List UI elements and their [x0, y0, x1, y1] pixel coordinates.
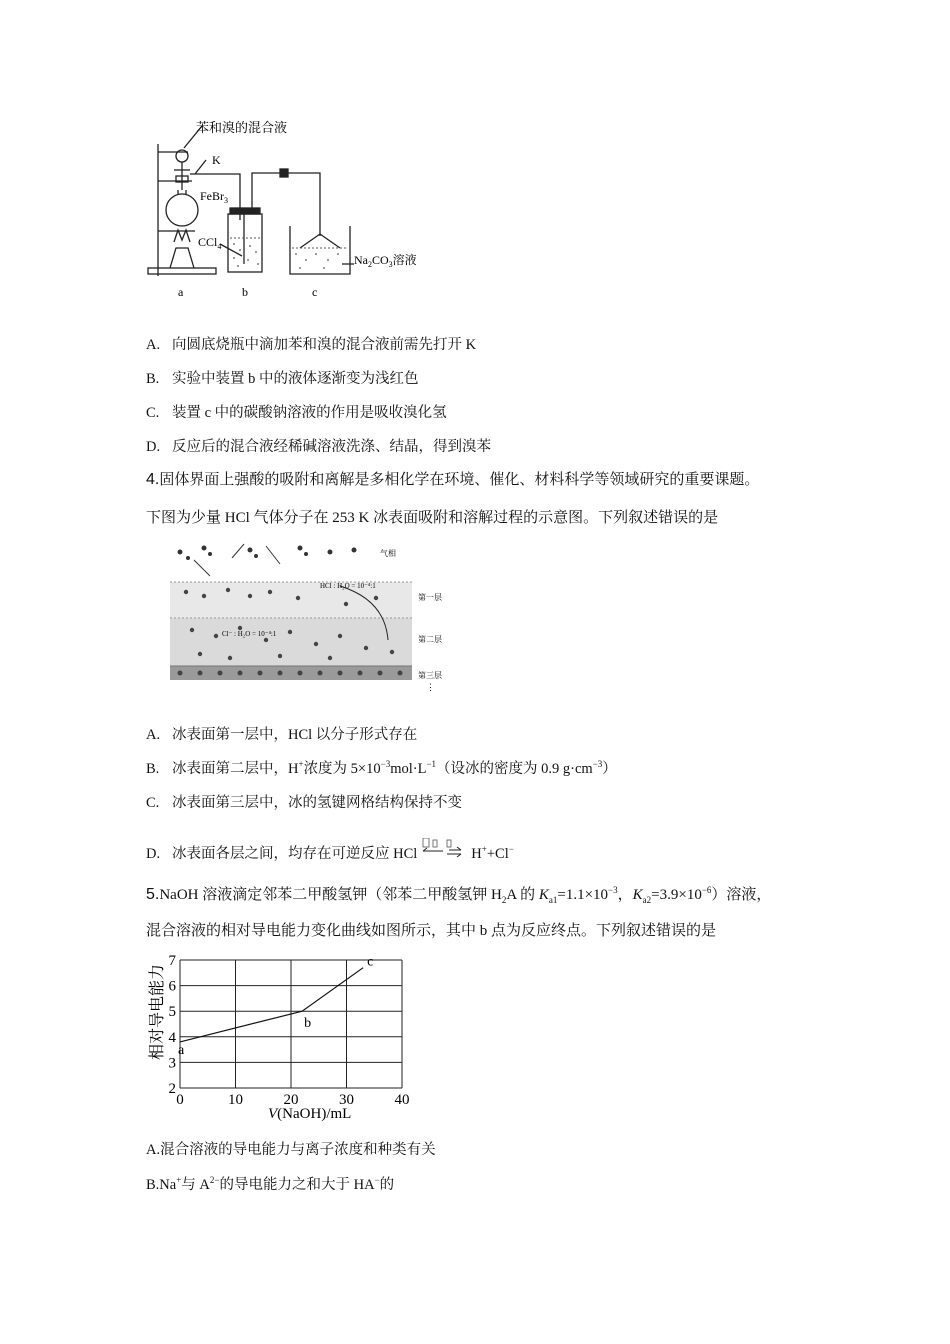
ratio-hcl-h2o: HCl : H₂O = 10⁻⁴:1 [320, 582, 376, 590]
label-na2co3: $Na_2CO_3$溶液 [354, 253, 417, 269]
y-axis-label: 相对导电能力 [149, 963, 166, 1061]
y-tick-label: 2 [168, 1081, 176, 1097]
point-label-c: c [367, 954, 374, 970]
q4-stem-line2: 下图为少量 HCl 气体分子在 253 K 冰表面吸附和溶解过程的示意图。下列叙述错误的是 [146, 510, 719, 526]
x-tick-label: 30 [339, 1092, 354, 1108]
point-label-b: b [304, 1016, 312, 1032]
x-axis-label: V(NaOH)/mL [268, 1106, 352, 1122]
ratio-cl-h2o: Cl⁻ : H₂O = 10⁻⁴:1 [222, 630, 277, 638]
conductivity-chart [140, 950, 430, 1125]
q3-option-c: C. 装置 c 中的碳酸钠溶液的作用是吸收溴化氢 [146, 405, 447, 421]
q5-option-a: A.混合溶液的导电能力与离子浓度和种类有关 [146, 1142, 436, 1158]
q5-stem-line2: 混合溶液的相对导电能力变化曲线如图所示，其中 b 点为反应终点。下列叙述错误的是 [146, 923, 717, 939]
y-tick-label: 3 [168, 1055, 176, 1072]
label-layer3: 第三层 [418, 671, 442, 680]
equilibrium-arrow-icon [421, 838, 467, 860]
chart-grid [180, 960, 402, 1088]
label-gas-phase: 气相 [380, 549, 396, 558]
y-tick-label: 6 [168, 978, 176, 995]
label-layer2: 第二层 [418, 635, 442, 644]
x-tick-label: 20 [283, 1092, 299, 1108]
ice-surface-figure [170, 540, 460, 692]
q4-option-a: A. 冰表面第一层中，HCl 以分子形式存在 [146, 727, 418, 743]
y-tick-label: 7 [168, 953, 176, 969]
point-label-a: a [178, 1042, 185, 1058]
q4-option-d: D. 冰表面各层之间，均存在可逆反应 HCl H++Cl− [146, 838, 514, 864]
q4-option-c: C. 冰表面第三层中，冰的氢键网格结构保持不变 [146, 795, 462, 811]
label-ccl4: CCl [198, 235, 218, 249]
label-dots: ⋮ [426, 682, 435, 692]
x-tick-label: 40 [394, 1092, 410, 1108]
label-a: a [178, 285, 184, 299]
q3-option-d: D. 反应后的混合液经稀碱溶液洗涤、结晶，得到溴苯 [146, 439, 491, 455]
q5-option-b: B.Na+与 $A^{2-}$的导电能力之和大于 HA−的 [146, 1175, 395, 1193]
q4-stem-line1: 4.固体界面上强酸的吸附和离解是多相化学在环境、催化、材料科学等领域研究的重要课题。 [146, 471, 760, 488]
q5-stem-line1: 5.NaOH 溶液滴定邻苯二甲酸氢钾（邻苯二甲酸氢钾 $H_2A$ 的 $K_{a1}=1.1\times 10^{-3}$，$K_{a2}=3.9\times 10^{-6}$）溶液， [146, 885, 772, 905]
label-c: c [312, 285, 318, 299]
label-mixture: 苯和溴的混合液 [196, 120, 288, 135]
y-tick-label: 4 [168, 1029, 176, 1046]
y-tick-label: 5 [168, 1004, 176, 1021]
svg-text:FeBr3: FeBr$_3$ [200, 189, 228, 205]
label-febr3: FeBr [200, 189, 224, 203]
q3-option-a: A. 向圆底烧瓶中滴加苯和溴的混合液前需先打开 K [146, 337, 477, 353]
x-tick-label: 10 [228, 1092, 243, 1108]
apparatus-figure [140, 118, 450, 308]
label-k: K [212, 153, 221, 167]
q4-option-b: B. 冰表面第二层中，H+浓度为 $5\times 10^{-3}mol\cdot L^{-1}$（设冰的密度为 0.9 $g\cdot cm^{-3}$） [146, 759, 617, 777]
q3-option-b: B. 实验中装置 b 中的液体逐渐变为浅红色 [146, 371, 419, 387]
x-tick-label: 0 [176, 1092, 184, 1108]
series-line [180, 968, 363, 1042]
label-layer1: 第一层 [418, 593, 442, 602]
label-b: b [242, 285, 248, 299]
svg-text:CCl4: CCl$_4$ [198, 235, 222, 251]
